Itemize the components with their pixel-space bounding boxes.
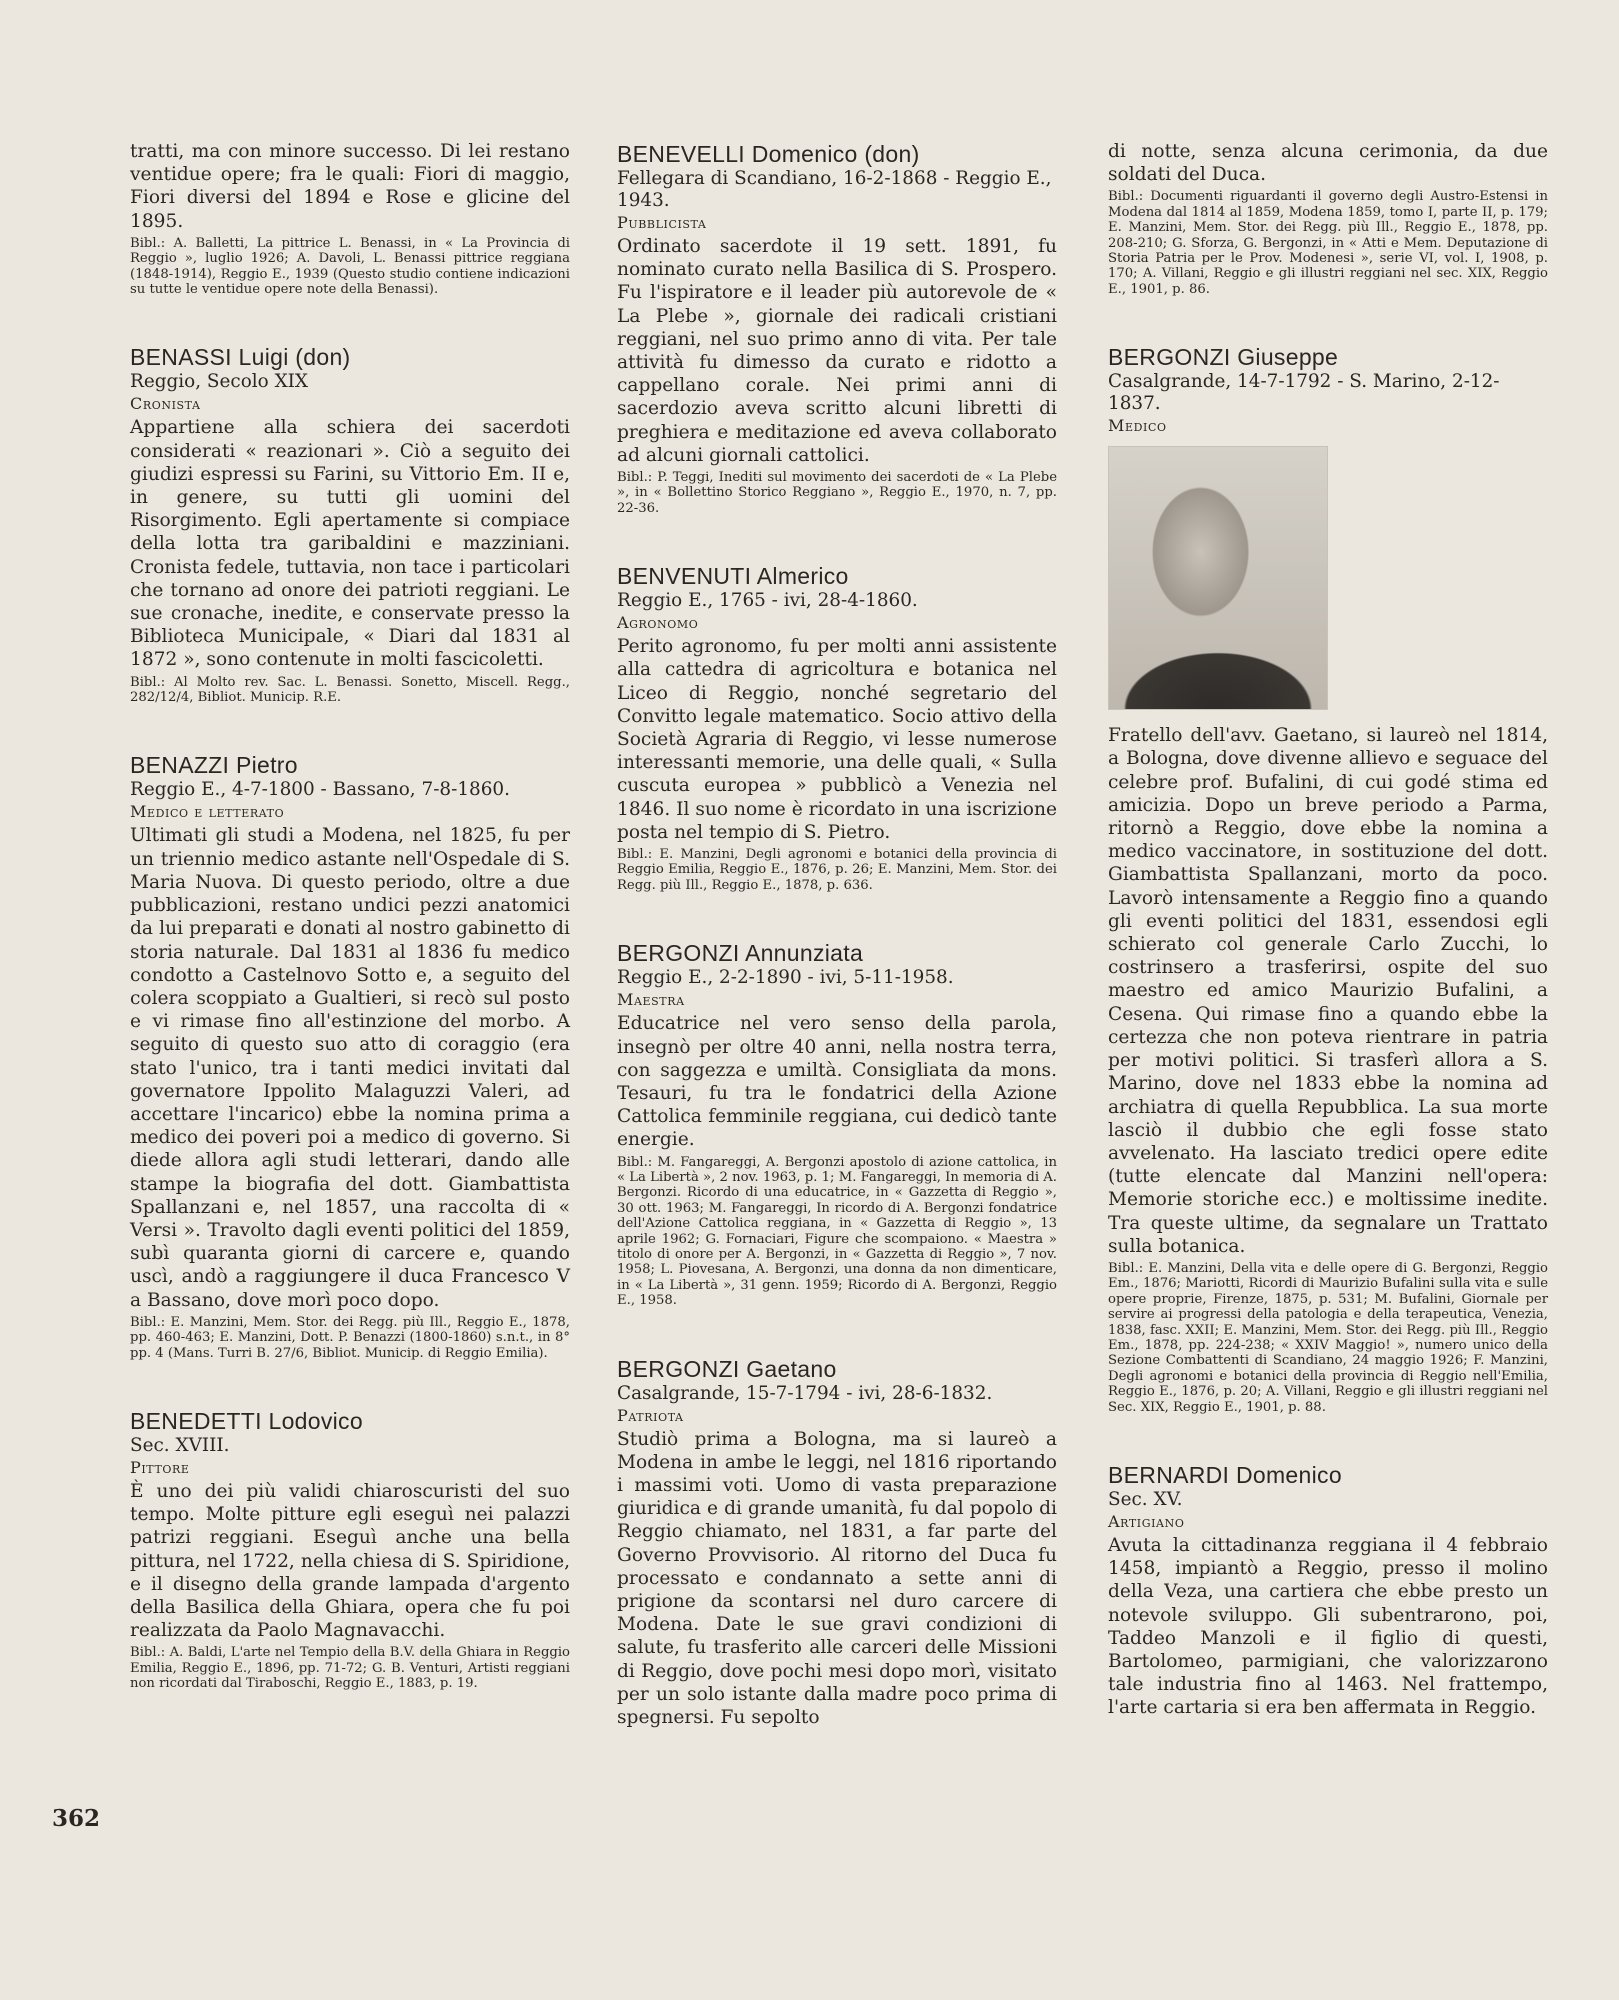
entry-surname: BERGONZI bbox=[1108, 344, 1231, 371]
entry-name bbox=[617, 140, 1057, 168]
entry-surname: BENEDETTI bbox=[130, 1407, 262, 1434]
entry-benassi-luigi bbox=[130, 343, 570, 705]
entry-surname: BENVENUTI bbox=[617, 563, 752, 590]
entry-text: tratti, ma con minore successo. Di lei restano ventidue opere; fra le quali: Fiori di maggio, Fiori diversi del 1894 e Rose e glicine del 1895. bbox=[130, 141, 570, 232]
entry-given-name: Almerico bbox=[756, 563, 849, 590]
entry-bibliography: Bibl.: M. Fangareggi, A. Bergonzi apostolo di azione cattolica, in « La Libertà », 2 nov. 1963, p. 1; M. Fangareggi, In memoria di A. Bergonzi. Ricordo di una educatrice, in « Gazzetta di Reggio », 30 ott. 1963; M. Fangareggi, In ricordo di A. Bergonzi fondatrice dell'Azione Cattolica reggiana, in « Gazzetta di Reggio », 13 aprile 1962; G. Fornaciari, Figure che scompaiono. « Maestra » titolo di onore per A. Bergonzi, in « Gazzetta di Reggio », 7 nov. 1958; L. Piovesana, A. Bergonzi, una donna da non dimenticare, in « La Libertà », 31 genn. 1959; Ricordo di A. Bergonzi, Reggio E., 1958. bbox=[617, 1154, 1057, 1309]
entry-given-name: Giuseppe bbox=[1237, 344, 1339, 371]
entry-bibliography: Bibl.: E. Manzini, Mem. Stor. dei Regg. più Ill., Reggio E., 1878, pp. 460-463; E. Manzini, Dott. P. Benazzi (1800-1860) s.n.t., in 8° pp. 4 (Mans. Turri B. 27/6, Bibliot. Municip. di Reggio Emilia). bbox=[130, 1314, 570, 1361]
entry-surname: BENEVELLI bbox=[617, 141, 745, 167]
entry-text: Appartiene alla schiera dei sacerdoti considerati « reazionari ». Ciò a seguito dei giudizi espressi su Farini, su Vittorio Em. II e, in genere, su tutti gli uomini del Risorgimento. Egli apertamente si compiace della lotta tra garibaldini e mazziniani. Cronista fedele, tuttavia, non tace i particolari che tornano ad onore dei patrioti reggiani. Le sue cronache, inedite, e conservate presso la Biblioteca Municipale, « Diari dal 1831 al 1872 », sono contenute in molti fascicoletti. bbox=[130, 417, 570, 671]
entry-given-name: Luigi (don) bbox=[238, 344, 351, 371]
entry-role: Pubblicista bbox=[617, 213, 707, 232]
entry-text: Perito agronomo, fu per molti anni assistente alla cattedra di agricoltura e botanica nel Liceo di Reggio, nonché segretario del Convitto legale matematico. Socio attivo della Società Agraria di Reggio, vi lesse numerose interessanti memorie, una delle quali, « Sulla cuscuta europea » pubblicò a Venezia nel 1846. Il suo nome è ricordato in una iscrizione posta nel tempio di S. Pietro. bbox=[617, 636, 1057, 843]
entry-dates: Casalgrande, 14-7-1792 - S. Marino, 2-12-1837. bbox=[1108, 371, 1500, 415]
page-number: 362 bbox=[52, 1805, 101, 1832]
entry-role: Agronomo bbox=[617, 613, 699, 633]
entry-dates: Reggio E., 2-2-1890 - ivi, 5-11-1958. bbox=[617, 967, 954, 989]
entry-text: di notte, senza alcuna cerimonia, da due soldati del Duca. bbox=[1108, 141, 1548, 186]
entry-role: Cronista bbox=[130, 394, 201, 414]
entry-given-name: Annunziata bbox=[744, 940, 864, 967]
entry-dates: Reggio E., 4-7-1800 - Bassano, 7-8-1860. bbox=[130, 779, 510, 801]
entry-dates: Sec. XVIII. bbox=[130, 1434, 230, 1456]
entry-bergonzi-annunziata bbox=[617, 939, 1057, 1308]
entry-bernardi-domenico bbox=[1108, 1461, 1548, 1720]
entry-role: Artigiano bbox=[1108, 1511, 1185, 1531]
entry-continuation bbox=[130, 140, 570, 297]
entry-text: Studiò prima a Bologna, ma si laureò a Modena in ambe le leggi, nel 1816 riportando i massimi voti. Uomo di vasta preparazione giuridica e di grande umanità, fu dal popolo di Reggio chiamato, nel 1831, a far parte del Governo Provvisorio. Al ritorno del Duca fu processato e condannato a sette anni di prigione da scontarsi nel duro carcere di Modena. Date le sue gravi condizioni di salute, fu trasferito alle carceri delle Missioni di Reggio, dove pochi mesi dopo morì, visitato per un solo istante dalla madre poco prima di spegnersi. Fu sepolto bbox=[617, 1428, 1057, 1729]
entry-role: Medico bbox=[1108, 416, 1167, 436]
entry-bibliography: Bibl.: E. Manzini, Della vita e delle opere di G. Bergonzi, Reggio Em., 1876; Mariotti, Ricordi di Maurizio Bufalini sulla vita e sulle opere proprie, Firenze, 1875, p. 531; M. Bufalini, Giornale per servire ai progressi della patologia e della terapeutica, Venezia, 1838, fasc. XXII; E. Manzini, Mem. Stor. dei Regg. più Ill., Reggio Em., 1878, pp. 224-238; « XXIV Maggio! », numero unico della Sezione Combattenti di Scandiano, 24 maggio 1926; F. Manzini, Degli agronomi e botanici della provincia di Reggio nell'Emilia, Reggio E., 1876, p. 20; A. Villani, Reggio e gli illustri reggiani nel Sec. XIX, Reggio E., 1901, p. 88. bbox=[1108, 1260, 1548, 1415]
entry-text: Ultimati gli studi a Modena, nel 1825, fu per un triennio medico astante nell'Ospedale di S. Maria Nuova. Di questo periodo, oltre a due pubblicazioni, restano undici pezzi anatomici da lui preparati e donati al nostro gabinetto di storia naturale. Dal 1831 al 1836 fu medico condotto a Castelnovo Sotto e, a seguito del colera scoppiato a Gualtieri, si recò sul posto e vi rimase fino all'estinzione del morbo. A seguito di questo suo atto di coraggio (era stato l'unico, tra i tanti medici invitati dal governatore Ippolito Malaguzzi Valeri, ad accettare l'incarico) ebbe la nomina prima a medico dei poveri poi a medico di governo. Si diede allora agli studi letterari, dando alle stampe la biografia del dott. Giambattista Spallanzani e, nel 1857, una raccolta di « Versi ». Travolto dagli eventi politici del 1859, subì quaranta giorni di carcere e, quando uscì, andò a raggiungere il duca Francesco V a Bassano, dove morì poco dopo. bbox=[130, 825, 570, 1311]
entry-bibliography: Bibl.: P. Teggi, Inediti sul movimento dei sacerdoti de « La Plebe », in « Bollettino Storico Reggiano », Reggio E., 1970, n. 7, pp. 22-36. bbox=[617, 470, 1057, 516]
entry-name bbox=[617, 939, 1057, 967]
entry-continuation bbox=[1108, 140, 1548, 297]
entry-given-name: Pietro bbox=[235, 752, 298, 779]
entry-surname: BENASSI bbox=[130, 344, 232, 371]
entry-given-name: Lodovico bbox=[268, 1407, 363, 1434]
entry-role: Patriota bbox=[617, 1405, 684, 1425]
column-left bbox=[130, 140, 570, 1692]
entry-given-name: Domenico bbox=[1235, 1461, 1342, 1488]
entry-bibliography: Bibl.: A. Balletti, La pittrice L. Benassi, in « La Provincia di Reggio », luglio 1926; A. Davoli, L. Benassi pittrice reggiana (1848-1914), Reggio E., 1939 (Questo studio contiene indicazioni su tutte le ventidue opere note della Benassi). bbox=[130, 235, 570, 298]
entry-text: Fratello dell'avv. Gaetano, si laureò nel 1814, a Bologna, dove divenne allievo e seguace del celebre prof. Bufalini, di cui godé stima ed amicizia. Dopo un breve periodo a Parma, ritornò a Reggio, dove ebbe la nomina a medico vaccinatore, in sostituzione del dott. Giambattista Spallanzani, morto da poco. Lavorò intensamente a Reggio fino a quando gli eventi politici del 1831, essendosi egli schierato col generale Carlo Zucchi, lo costrinsero a trasferirsi, ospite del suo maestro ed amico Maurizio Bufalini, a Cesena. Qui rimase fino a quando ebbe la certezza che non poteva rientrare in patria per motivi politici. Si trasferì allora a S. Marino, dove nel 1833 ebbe la nomina ad archiatra di quella Repubblica. La sua morte lasciò il dubbio che egli fosse stato avvelenato. Ha lasciato tredici opere edite (tutte elencate dal Manzini nell'opera: Memorie storiche ecc.) e moltissime inedite. Tra queste ultime, da segnalare un Trattato sulla botanica. bbox=[1108, 725, 1548, 1257]
entry-dates: Reggio E., 1765 - ivi, 28-4-1860. bbox=[617, 590, 918, 612]
entry-surname: BENAZZI bbox=[130, 752, 230, 779]
entry-bibliography: Bibl.: A. Baldi, L'arte nel Tempio della B.V. della Ghiara in Reggio Emilia, Reggio E., 1896, pp. 71-72; G. B. Venturi, Artisti reggiani non ricordati dal Tiraboschi, Reggio E., 1883, p. 19. bbox=[130, 1645, 570, 1692]
entry-surname: BERGONZI bbox=[617, 1355, 740, 1382]
entry-surname: BERNARDI bbox=[1108, 1461, 1230, 1488]
entry-name bbox=[617, 1355, 1057, 1383]
entry-dates: Sec. XV. bbox=[1108, 1488, 1183, 1510]
entry-bibliography: Bibl.: Documenti riguardanti il governo degli Austro-Estensi in Modena dal 1814 al 1859, Modena 1859, tomo I, parte II, p. 179; E. Manzini, Mem. Stor. dei Regg. più Ill., Reggio E., 1878, pp. 208-210; G. Sforza, G. Bergonzi, in « Atti e Mem. Deputazione di Storia Patria per le Prov. Modenesi », serie VI, vol. I, 1908, p. 170; A. Villani, Reggio e gli illustri reggiani nel sec. XIX, Reggio E., 1901, p. 86. bbox=[1108, 189, 1548, 297]
entry-text: Educatrice nel vero senso della parola, insegnò per oltre 40 anni, nella nostra terra, con saggezza e umiltà. Consigliata da mons. Tesauri, fu tra le fondatrici della Azione Cattolica femminile reggiana, cui dedicò tante energie. bbox=[617, 1013, 1057, 1151]
entry-surname: BERGONZI bbox=[617, 940, 740, 967]
entry-role: Medico e letterato bbox=[130, 802, 285, 822]
entry-bergonzi-gaetano bbox=[617, 1355, 1057, 1730]
entry-benazzi-pietro bbox=[130, 751, 570, 1360]
entry-dates: Fellegara di Scandiano, 16-2-1868 - Reggio E., 1943. bbox=[617, 168, 1052, 211]
entry-name bbox=[617, 562, 1057, 590]
entry-name bbox=[130, 751, 570, 779]
entry-given-name: Domenico (don) bbox=[751, 141, 920, 167]
entry-bibliography: Bibl.: E. Manzini, Degli agronomi e botanici della provincia di Reggio Emilia, Reggio E., 1876, p. 26; E. Manzini, Mem. Stor. dei Regg. più Ill., Reggio E., 1878, p. 636. bbox=[617, 847, 1057, 893]
entry-bibliography: Bibl.: Al Molto rev. Sac. L. Benassi. Sonetto, Miscell. Regg., 282/12/4, Bibliot. Municip. R.E. bbox=[130, 674, 570, 706]
entry-benedetti-lodovico bbox=[130, 1407, 570, 1692]
entry-name bbox=[130, 1407, 570, 1435]
entry-benevelli-domenico bbox=[617, 140, 1057, 516]
entry-text: Ordinato sacerdote il 19 sett. 1891, fu nominato curato nella Basilica di S. Prospero. Fu l'ispiratore e il leader più autorevole de « La Plebe », giornale dei radicali cristiani reggiani, nel suo primo anno di vita. Per tale attività fu dimesso da curato e ridotto a cappellano corale. Nei primi anni di sacerdozio aveva scritto alcuni libretti di preghiera e meditazione ed aveva collaborato ad alcuni giornali cattolici. bbox=[617, 236, 1057, 466]
entry-text: È uno dei più validi chiaroscuristi del suo tempo. Molte pitture egli eseguì nei palazzi patrizi reggiani. Eseguì anche una bella pittura, nel 1722, nella chiesa di S. Spiridione, e il disegno della grande lampada d'argento della Basilica della Ghiara, opera che fu poi realizzata da Paolo Magnavacchi. bbox=[130, 1480, 570, 1642]
entry-dates: Reggio, Secolo XIX bbox=[130, 371, 309, 393]
portrait-image bbox=[1108, 446, 1328, 710]
entry-name bbox=[130, 343, 570, 371]
entry-role: Maestra bbox=[617, 990, 685, 1010]
entry-name bbox=[1108, 1461, 1548, 1489]
column-middle bbox=[617, 140, 1057, 1729]
entry-bergonzi-giuseppe bbox=[1108, 343, 1548, 1415]
entry-benvenuti-almerico bbox=[617, 562, 1057, 893]
column-right bbox=[1108, 140, 1548, 1720]
entry-text: Avuta la cittadinanza reggiana il 4 febbraio 1458, impiantò a Reggio, presso il molino della Veza, una cartiera che ebbe presto un notevole sviluppo. Gli subentrarono, poi, Taddeo Manzoli e il figlio di questi, Bartolomeo, parmigiani, che valorizzarono tale industria fino al 1463. Nel frattempo, l'arte cartaria si era ben affermata in Reggio. bbox=[1108, 1534, 1548, 1719]
entry-given-name: Gaetano bbox=[746, 1355, 837, 1382]
entry-name bbox=[1108, 343, 1548, 371]
entry-dates: Casalgrande, 15-7-1794 - ivi, 28-6-1832. bbox=[617, 1382, 993, 1404]
entry-role: Pittore bbox=[130, 1457, 190, 1477]
